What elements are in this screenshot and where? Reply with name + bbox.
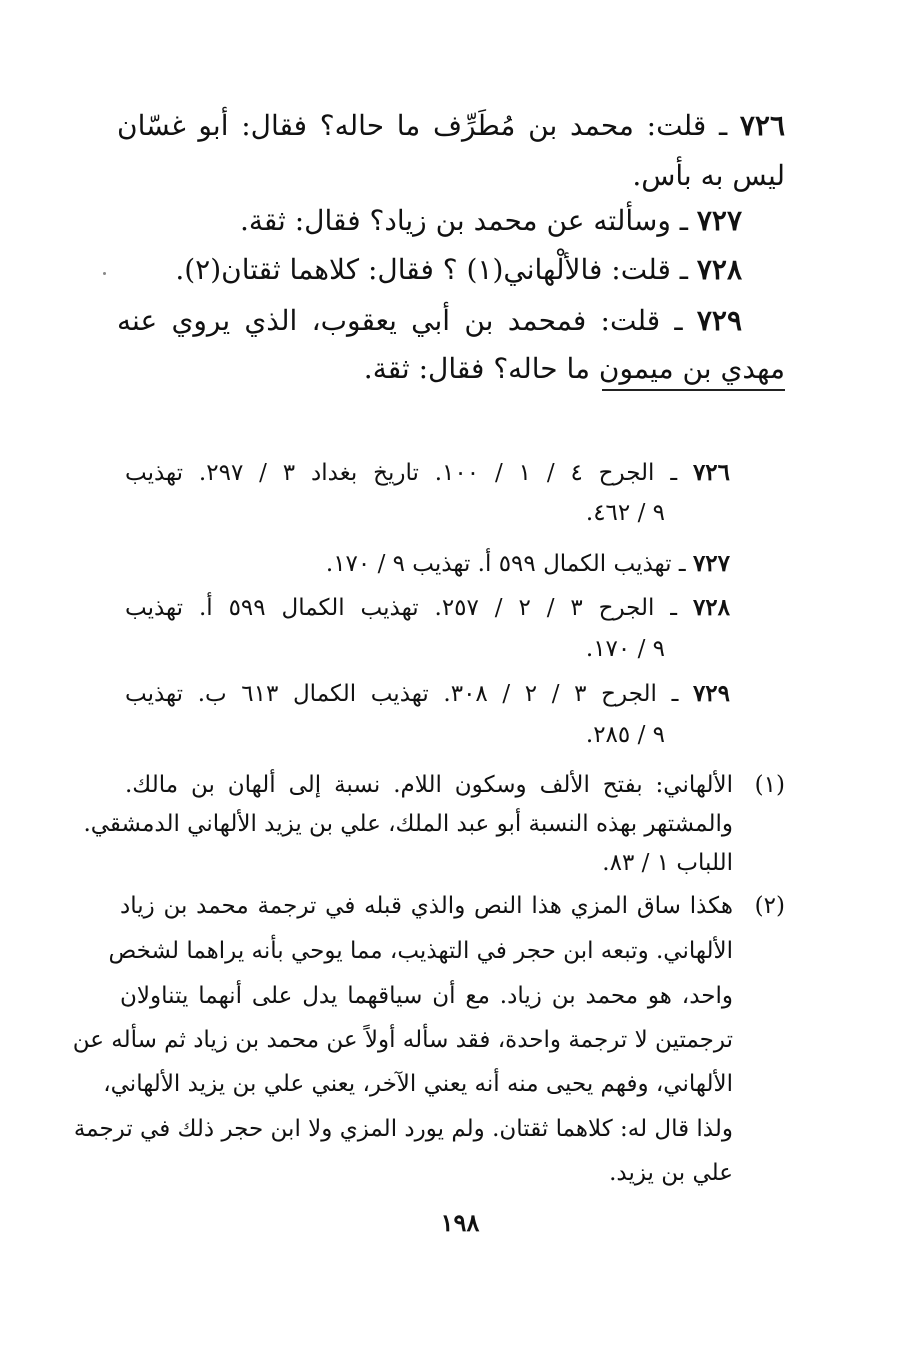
footnote-2-line xyxy=(108,933,733,969)
entry-number: ٧٢٩ xyxy=(696,304,742,337)
reference-728 xyxy=(125,590,730,626)
entry-text: ـ قلت: فمحمد بن أبي يعقوب، الذي يروي عنه xyxy=(117,304,683,337)
reference-text: ـ الجرح ٣ / ٢ / ٢٥٧. تهذيب الكمال ٥٩٩ أ. تهذيب xyxy=(125,595,678,621)
entry-text: ـ قلت: فالألْهاني(١) ؟ فقال: كلاهما ثقتان(٢). xyxy=(175,253,688,286)
footnote-2-line xyxy=(72,1022,733,1058)
footnote-2-line xyxy=(120,888,733,924)
footnote-1-line xyxy=(83,806,733,842)
entry-727 xyxy=(240,201,742,241)
entry-text: ـ قلت: محمد بن مُطَرِّف ما حاله؟ فقال: أبو غسّان xyxy=(117,109,728,142)
footnote-1-line xyxy=(125,767,733,803)
reference-726 xyxy=(125,455,730,491)
footnote-text: والمشتهر بهذه النسبة أبو عبد الملك، علي بن يزيد الألهاني الدمشقي. xyxy=(83,811,733,837)
entry-text: ـ وسألته عن محمد بن زياد؟ فقال: ثقة. xyxy=(239,204,688,237)
footnote-2-marker xyxy=(755,888,785,924)
entry-729 xyxy=(117,301,742,341)
footnote-1-marker xyxy=(755,767,785,803)
page-number: ١٩٨ xyxy=(440,1208,480,1237)
footnote-text: علي بن يزيد. xyxy=(609,1160,733,1186)
footnote-2-line xyxy=(120,978,733,1014)
footnote-1-line xyxy=(602,845,733,881)
reference-number: ٧٢٦ xyxy=(692,459,730,486)
footnote-2-line xyxy=(73,1111,733,1147)
entry-text: مهدي بن ميمون ما حاله؟ فقال: ثقة. xyxy=(363,352,785,385)
reference-text: ٩ / ١٧٠. xyxy=(585,636,665,662)
reference-number: ٧٢٨ xyxy=(692,594,731,621)
footnote-2-line xyxy=(103,1066,733,1102)
footnote-text: الألهاني: بفتح الألف وسكون اللام. نسبة إلى ألهان بن مالك. xyxy=(125,772,733,798)
footnote-marker: (٢) xyxy=(754,893,785,919)
footnote-text: واحد، هو محمد بن زياد. مع أن سياقهما يدل على أنهما يتناولان xyxy=(120,983,733,1009)
reference-text: ـ تهذيب الكمال ٥٩٩ أ. تهذيب ٩ / ١٧٠. xyxy=(325,551,686,577)
reference-text: ٩ / ٤٦٢. xyxy=(585,500,665,526)
entry-728 xyxy=(175,250,742,290)
reference-number: ٧٢٧ xyxy=(692,550,730,577)
reference-729-continuation xyxy=(586,717,665,753)
speck xyxy=(103,272,106,275)
entry-729-continuation xyxy=(364,349,785,389)
reference-text: ـ الجرح ٤ / ١ / ١٠٠. تاريخ بغداد ٣ / ٢٩٧. تهذيب xyxy=(125,460,678,486)
footnote-text: اللباب ١ / ٨٣. xyxy=(602,850,733,876)
footnote-text: الألهاني، وفهم يحيى منه أنه يعني الآخر، يعني علي بن يزيد الألهاني، xyxy=(103,1071,733,1097)
separator-rule xyxy=(602,389,785,391)
entry-number: ٧٢٧ xyxy=(696,204,742,237)
reference-text: ـ الجرح ٣ / ٢ / ٣٠٨. تهذيب الكمال ٦١٣ ب. تهذيب xyxy=(125,681,679,707)
footnote-text: الألهاني. وتبعه ابن حجر في التهذيب، مما يوحي بأنه يراهما لشخص xyxy=(108,938,733,964)
reference-728-continuation xyxy=(586,631,665,667)
entry-number: ٧٢٦ xyxy=(739,109,786,142)
entry-726-continuation xyxy=(632,156,785,196)
entry-726 xyxy=(117,106,785,146)
entry-number: ٧٢٨ xyxy=(696,253,742,286)
footnote-2-line xyxy=(609,1155,733,1191)
reference-text: ٩ / ٢٨٥. xyxy=(585,722,665,748)
reference-729 xyxy=(125,676,730,712)
footnote-text: ترجمتين لا ترجمة واحدة، فقد سأله أولاً عن محمد بن زياد ثم سأله عن xyxy=(72,1027,733,1053)
reference-number: ٧٢٩ xyxy=(692,680,731,707)
reference-726-continuation xyxy=(586,495,665,531)
footnote-marker: (١) xyxy=(754,772,785,798)
reference-727 xyxy=(326,546,730,582)
footnote-text: ولذا قال له: كلاهما ثقتان. ولم يورد المزي ولا ابن حجر ذلك في ترجمة xyxy=(73,1116,733,1142)
entry-text: ليس به بأس. xyxy=(632,159,785,192)
footnote-text: هكذا ساق المزي هذا النص والذي قبله في ترجمة محمد بن زياد xyxy=(120,893,733,919)
